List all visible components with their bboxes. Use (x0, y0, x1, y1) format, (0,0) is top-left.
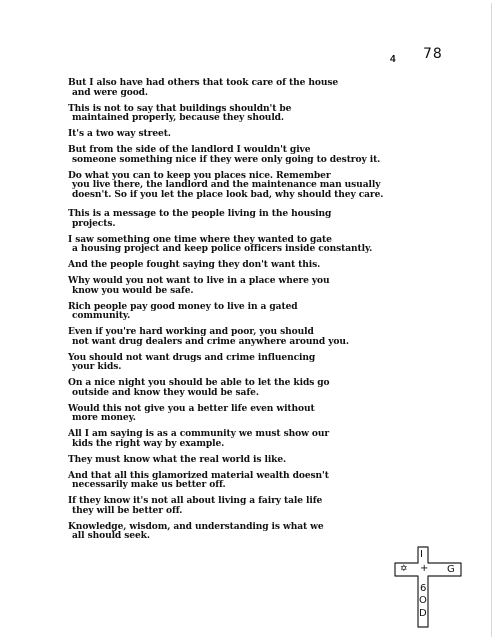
paragraph-continuation: you live there, the landlord and the maintenance man usually doesn't. So if you let the place look bad, why should they care. (72, 179, 384, 200)
document-body (68, 78, 418, 547)
paragraph (68, 353, 418, 372)
cross-bottom-char-3: D (419, 608, 427, 619)
cross-bottom-char-1: 6 (420, 583, 427, 594)
paragraph-first-line: Why would you not want to live in a place where you (68, 275, 330, 286)
paragraph-first-line: On a nice night you should be able to let the kids go (68, 377, 330, 388)
paragraph-continuation: know you would be safe. (72, 284, 194, 296)
paragraph (68, 276, 418, 295)
cross-outline-icon (393, 545, 465, 629)
paragraph-continuation: not want drug dealers and crime anywhere around you. (72, 335, 349, 347)
paragraph (68, 327, 418, 346)
paragraph-continuation: they will be better off. (72, 504, 183, 516)
page-number: 4 (390, 54, 396, 65)
paragraph (68, 78, 418, 97)
paragraph (68, 522, 418, 541)
paragraph-first-line: Rich people pay good money to live in a gated (68, 300, 298, 312)
handwritten-page-number: 78 (423, 46, 443, 62)
handwritten-cross-drawing (393, 545, 465, 629)
paragraph-continuation: community. (72, 310, 131, 321)
paragraph-first-line: It's a two way street. (68, 128, 171, 139)
paragraph (68, 378, 418, 397)
paragraph-continuation: all should seek. (72, 530, 150, 541)
paragraph-first-line: But I also have had others that took care of the house (68, 77, 339, 88)
paragraph (68, 302, 418, 321)
paragraph-first-line: Would this not give you a better life even without (68, 402, 315, 414)
paragraph-continuation: maintained properly, because they should. (72, 112, 284, 123)
paragraph-continuation: projects. (72, 217, 116, 229)
paragraph-first-line: This is not to say that buildings shouldn't be (68, 102, 292, 114)
paragraph-continuation: more money. (72, 412, 136, 423)
paragraph (68, 129, 418, 139)
paragraph-continuation: someone something nice if they were only going to destroy it. (72, 153, 381, 165)
paragraph-first-line: Do what you can to keep you places nice. Remember (68, 169, 331, 181)
paragraph-first-line: This is a message to the people living in the housing (68, 208, 332, 219)
paragraph (68, 260, 418, 270)
paragraph-first-line: And that all this glamorized material wealth doesn't (68, 469, 329, 481)
paragraph (68, 471, 418, 490)
paragraph (68, 145, 418, 164)
paragraph (68, 171, 418, 200)
paragraph-first-line: Knowledge, wisdom, and understanding is what we (68, 520, 324, 532)
paragraph-first-line: I saw something one time where they wanted to gate (68, 233, 332, 245)
cross-right-letter: G (447, 564, 455, 575)
paragraph-first-line: All I am saying is as a community we must show our (68, 428, 330, 439)
paragraph-continuation: kids the right way by example. (72, 437, 225, 449)
paragraph (68, 496, 418, 515)
paragraph (68, 104, 418, 123)
cross-center-symbol: + (420, 563, 429, 574)
paragraph-continuation: outside and know they would be safe. (72, 386, 259, 398)
paragraph-first-line: If they know it's not all about living a fairy tale life (68, 495, 323, 506)
paragraph-first-line: And the people fought saying they don't want this. (68, 259, 321, 270)
paragraph-continuation: and were good. (72, 86, 148, 98)
paragraph (68, 429, 418, 448)
paragraph-first-line: You should not want drugs and crime influencing (68, 351, 316, 363)
paragraph-first-line: But from the side of the landlord I wouldn't give (68, 144, 311, 155)
paragraph-first-line: Even if you're hard working and poor, you should (68, 326, 314, 337)
paragraph (68, 404, 418, 423)
cross-top-letter: I (420, 549, 423, 560)
paragraph (68, 455, 418, 465)
paragraph (68, 209, 418, 228)
star-of-david-icon: ✡ (400, 564, 408, 574)
paragraph-continuation: necessarily make us better off. (72, 479, 226, 490)
paragraph-first-line: They must know what the real world is like. (68, 453, 287, 465)
paragraph-continuation: a housing project and keep police officers inside constantly. (72, 243, 373, 254)
cross-bottom-char-2: O (419, 595, 427, 606)
paragraph-continuation: your kids. (72, 361, 122, 372)
paragraph (68, 235, 418, 254)
